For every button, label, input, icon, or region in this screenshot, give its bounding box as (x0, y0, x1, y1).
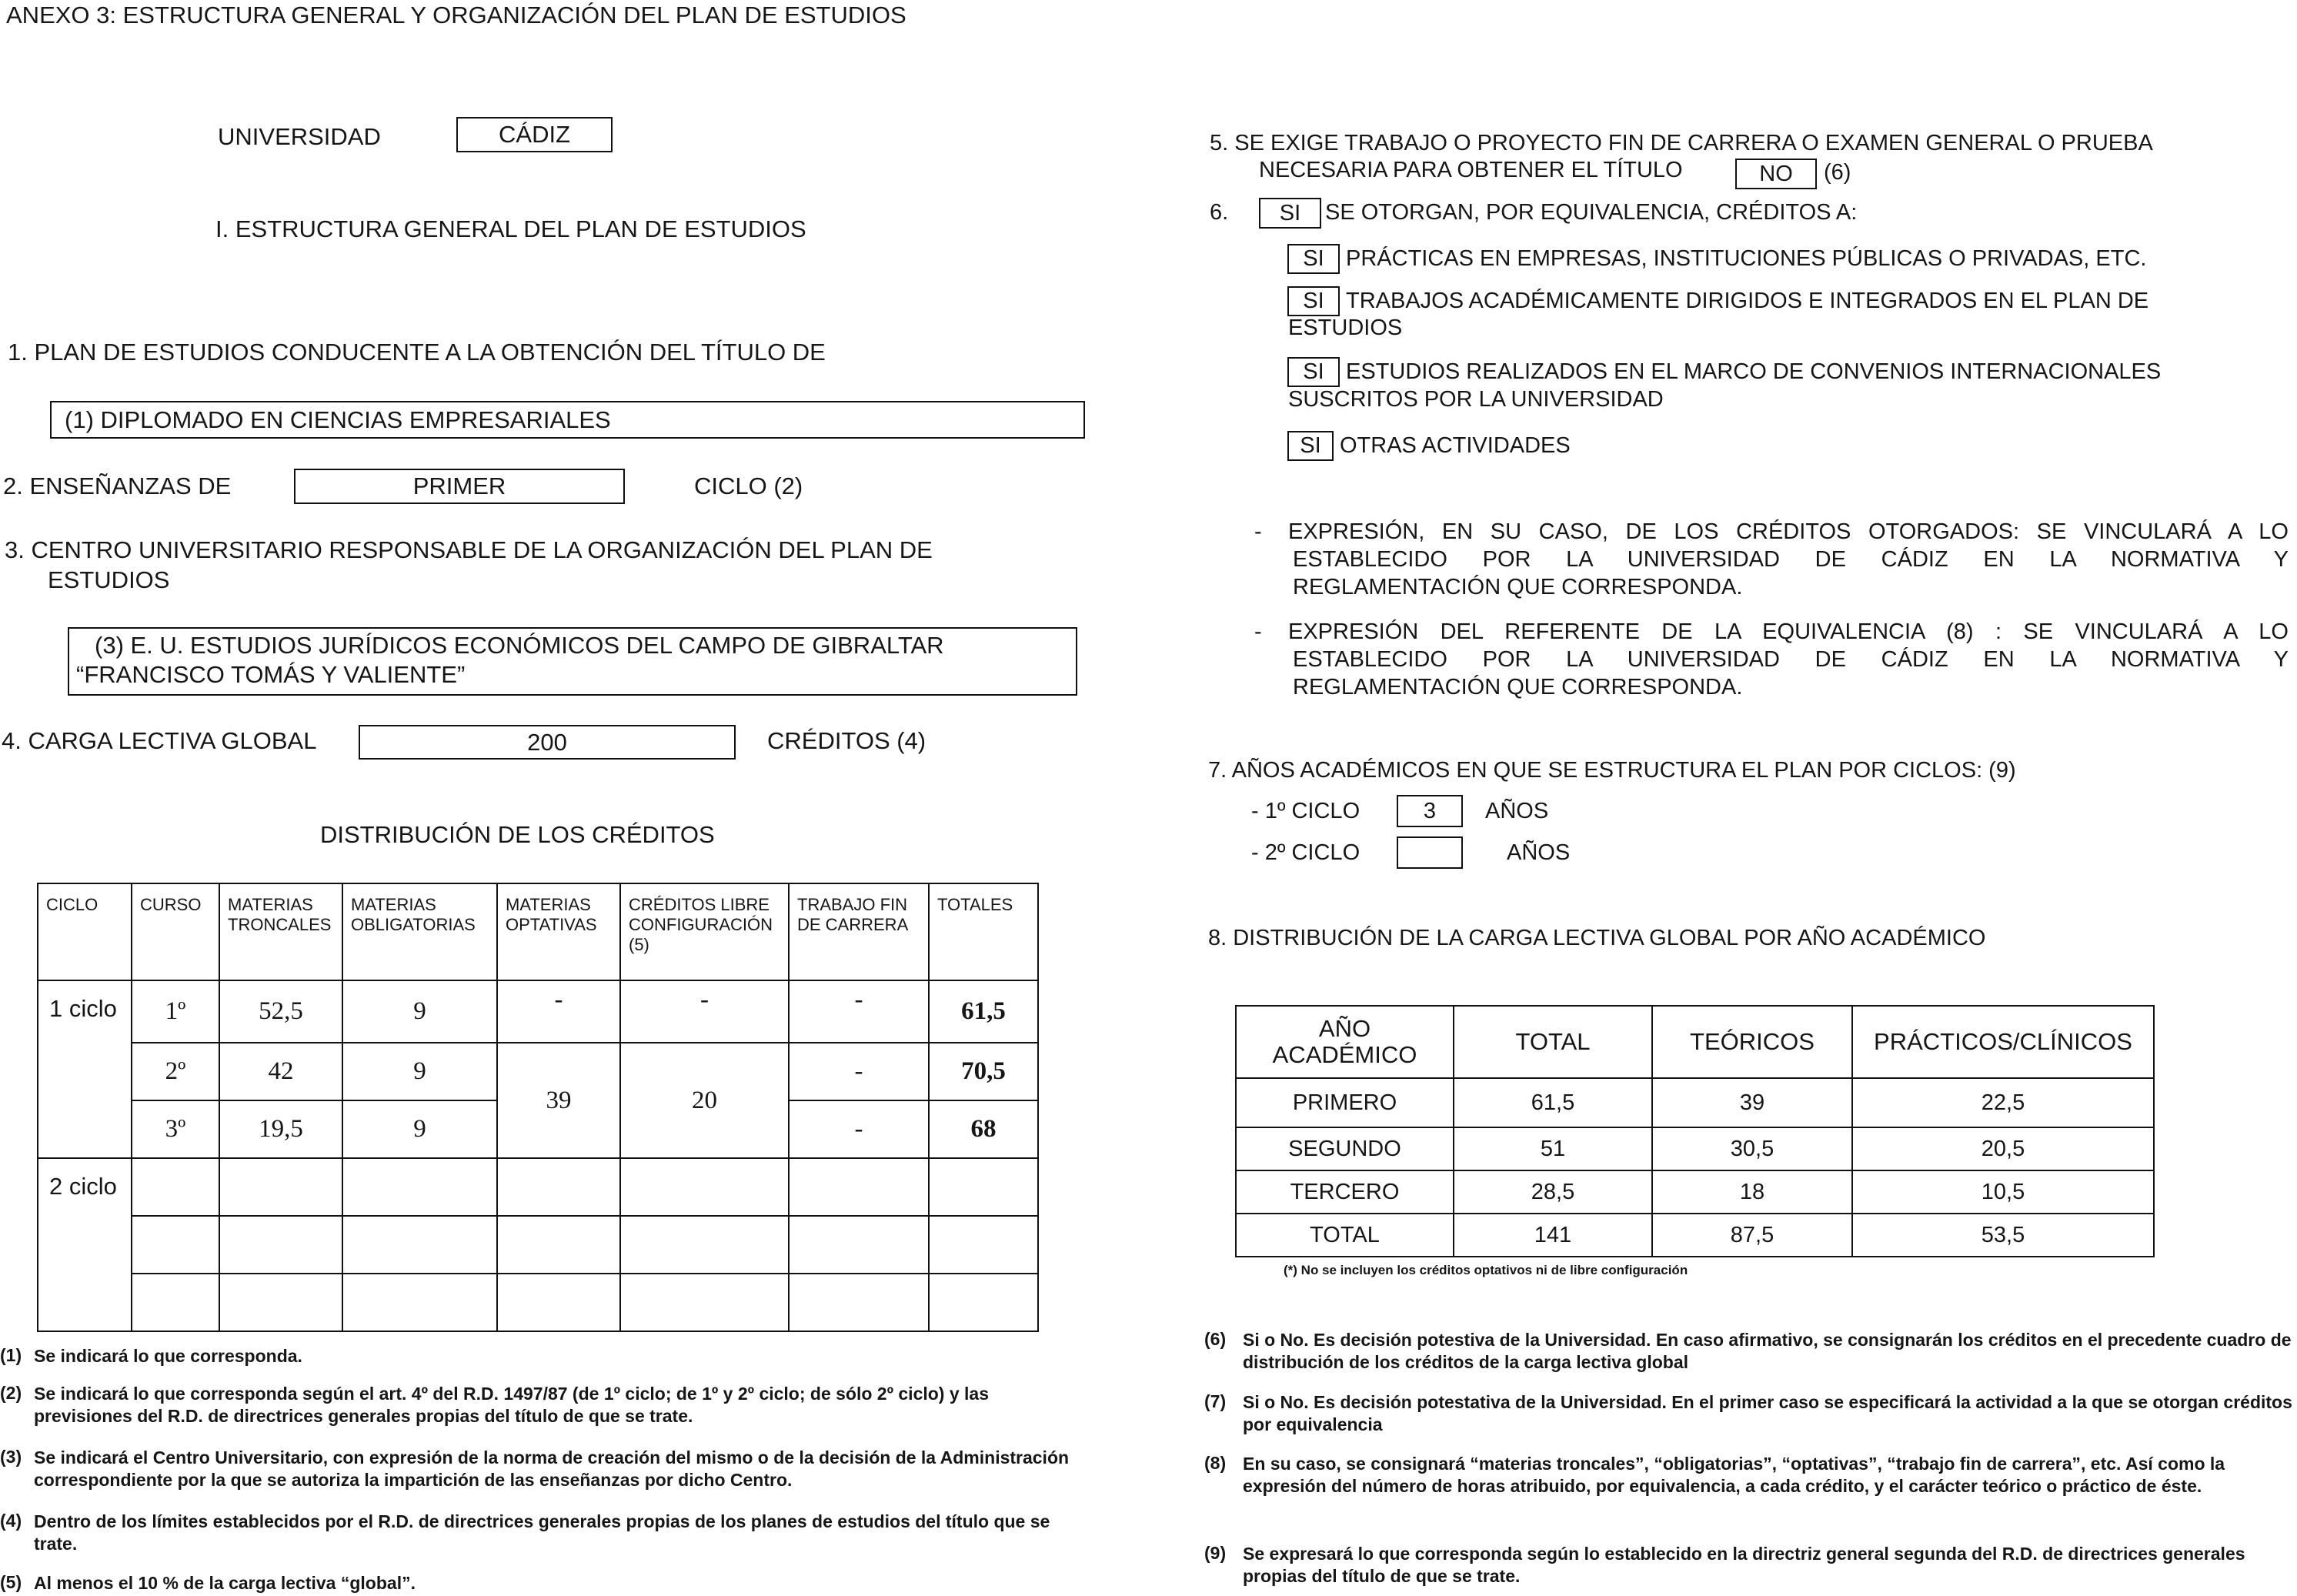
expression-1-line1: EXPRESIÓN, EN SU CASO, DE LOS CRÉDITOS OTORGADOS: SE VINCULARÁ A LO (1288, 519, 2289, 544)
item5-line1: 5. SE EXIGE TRABAJO O PROYECTO FIN DE CARRERA O EXAMEN GENERAL O PRUEBA (1210, 131, 2153, 155)
theory-cell: 39 (1652, 1078, 1852, 1127)
free-credits-merged-cell: 20 (620, 1043, 789, 1158)
empty-cell (497, 1216, 620, 1274)
header-cell: TRABAJO FIN DE CARRERA (789, 883, 929, 980)
footnote-3-num: (3) (0, 1447, 22, 1467)
mandatory-cell: 9 (342, 1043, 497, 1100)
cycle1-years-unit: AÑOS (1485, 799, 1549, 823)
global-load-field: 200 (359, 725, 736, 760)
university-label: UNIVERSIDAD (218, 123, 381, 150)
empty-cell (929, 1274, 1038, 1331)
practice-cell: 53,5 (1852, 1214, 2154, 1257)
footnote-9: Se expresará lo que corresponda según lo establecido en la directriz general segunda del R.D. de directrices generales propias del título de que se trate. (1243, 1544, 2245, 1586)
total-cell: 70,5 (929, 1043, 1038, 1100)
option-works-field: SI (1287, 286, 1340, 316)
course-cell: 2º (132, 1043, 219, 1100)
header-cell: TOTAL (1454, 1006, 1652, 1078)
final-project-required-field: NO (1735, 159, 1817, 189)
item2-suffix: CICLO (2) (694, 472, 803, 499)
footnote-3: Se indicará el Centro Universitario, con expresión de la norma de creación del mismo o de la decisión de la Administración correspondiente por la que se autoriza la impartición de las enseñanzas por dicho Centro. (34, 1447, 1070, 1490)
footnote-7-num: (7) (1204, 1391, 1227, 1411)
expression-1-line2: ESTABLECIDO POR LA UNIVERSIDAD DE CÁDIZ EN LA NORMATIVA Y (1293, 547, 2289, 572)
equivalence-field: SI (1259, 198, 1321, 229)
core-cell: 52,5 (219, 980, 342, 1043)
practice-cell: 20,5 (1852, 1127, 2154, 1170)
annex-title: ANEXO 3: ESTRUCTURA GENERAL Y ORGANIZACIÓN DEL PLAN DE ESTUDIOS (6, 2, 906, 28)
item6-num: 6. (1210, 200, 1229, 225)
footnote-5-num: (5) (0, 1572, 22, 1592)
item4-label: 4. CARGA LECTIVA GLOBAL (2, 727, 317, 754)
course-cell: 3º (132, 1100, 219, 1158)
option-practices-field: SI (1287, 244, 1340, 274)
center-field-line2: “FRANCISCO TOMÁS Y VALIENTE” (76, 661, 466, 688)
total-cell: 51 (1454, 1127, 1652, 1170)
mandatory-cell: 9 (342, 980, 497, 1043)
header-cell: MATERIAS OPTATIVAS (497, 883, 620, 980)
item1-text: 1. PLAN DE ESTUDIOS CONDUCENTE A LA OBTENCIÓN DEL TÍTULO DE (8, 339, 826, 366)
table-row (1236, 1127, 2154, 1170)
footnote-2-num: (2) (0, 1383, 22, 1403)
footnote-8: En su caso, se consignará “materias troncales”, “obligatorias”, “optativas”, “trabajo fin de carrera”, etc. Así como la expresión del número de horas atribuido, por equivalencia, a cada crédito, y el carácter teórico o práctico de éste. (1243, 1454, 2225, 1496)
total-cell: 68 (929, 1100, 1038, 1158)
core-cell: 42 (219, 1043, 342, 1100)
table-header-row (38, 883, 1038, 980)
practice-cell: 22,5 (1852, 1078, 2154, 1127)
expression-1-line3: REGLAMENTACIÓN QUE CORRESPONDA. (1293, 575, 1743, 599)
empty-cell (929, 1216, 1038, 1274)
year-cell: PRIMERO (1236, 1078, 1454, 1127)
header-cell: CURSO (132, 883, 219, 980)
total-cell: 61,5 (929, 980, 1038, 1043)
final-project-cell: - (789, 1043, 929, 1100)
table-row (38, 980, 1038, 1043)
theory-cell: 87,5 (1652, 1214, 1852, 1257)
core-cell: 19,5 (219, 1100, 342, 1158)
empty-cell (342, 1216, 497, 1274)
item7-text: 7. AÑOS ACADÉMICOS EN QUE SE ESTRUCTURA EL PLAN POR CICLOS: (9) (1208, 758, 2016, 783)
table-row (1236, 1170, 2154, 1214)
header-cell: TOTALES (929, 883, 1038, 980)
year-cell: SEGUNDO (1236, 1127, 1454, 1170)
dash-bullet: - (1254, 519, 1262, 544)
empty-cell (132, 1274, 219, 1331)
optional-merged-cell: 39 (497, 1043, 620, 1158)
expression-2-line1: EXPRESIÓN DEL REFERENTE DE LA EQUIVALENCIA (8) : SE VINCULARÁ A LO (1288, 619, 2289, 644)
header-cell: MATERIAS TRONCALES (219, 883, 342, 980)
table-header-row (1236, 1006, 2154, 1078)
center-field (68, 627, 1077, 696)
section-title: I. ESTRUCTURA GENERAL DEL PLAN DE ESTUDIOS (215, 215, 806, 242)
practice-cell: 10,5 (1852, 1170, 2154, 1214)
footnote-4: Dentro de los límites establecidos por el R.D. de directrices generales propias de los planes de estudios del título que se trate. (34, 1511, 1050, 1554)
empty-cell (132, 1216, 219, 1274)
empty-cell (620, 1158, 789, 1216)
course-cell: 1º (132, 980, 219, 1043)
total-cell: 28,5 (1454, 1170, 1652, 1214)
table-row (1236, 1078, 2154, 1127)
footnote-7: Si o No. Es decisión potestativa de la Universidad. En el primer caso se especificará la actividad a la que se otorgan créditos por equivalencia (1243, 1392, 2292, 1434)
option-studies-line1: ESTUDIOS REALIZADOS EN EL MARCO DE CONVENIOS INTERNACIONALES (1346, 359, 2162, 384)
year-cell: TOTAL (1236, 1214, 1454, 1257)
university-field: CÁDIZ (456, 117, 613, 152)
expression-2-line2: ESTABLECIDO POR LA UNIVERSIDAD DE CÁDIZ EN LA NORMATIVA Y (1293, 647, 2289, 672)
cycle-field: PRIMER (294, 469, 625, 504)
option-practices-text: PRÁCTICAS EN EMPRESAS, INSTITUCIONES PÚBLICAS O PRIVADAS, ETC. (1346, 246, 2147, 271)
header-cell: TEÓRICOS (1652, 1006, 1852, 1078)
item5-line2: NECESARIA PARA OBTENER EL TÍTULO (1259, 158, 1683, 182)
empty-cell (219, 1274, 342, 1331)
footnote-1-num: (1) (0, 1345, 22, 1365)
total-cell: 61,5 (1454, 1078, 1652, 1127)
option-other-field: SI (1287, 431, 1334, 461)
option-works-line1: TRABAJOS ACADÉMICAMENTE DIRIGIDOS E INTEGRADOS EN EL PLAN DE (1346, 289, 2149, 313)
cycle2-years-unit: AÑOS (1507, 840, 1571, 865)
degree-title-field: (1) DIPLOMADO EN CIENCIAS EMPRESARIALES (50, 401, 1085, 439)
option-studies-line2: SUSCRITOS POR LA UNIVERSIDAD (1288, 387, 1664, 412)
item8-text: 8. DISTRIBUCIÓN DE LA CARGA LECTIVA GLOBAL POR AÑO ACADÉMICO (1208, 926, 1986, 950)
empty-cell (620, 1216, 789, 1274)
item2-label: 2. ENSEÑANZAS DE (3, 472, 232, 499)
header-cell: CRÉDITOS LIBRE CONFIGURACIÓN (5) (620, 883, 789, 980)
header-cell: CICLO (38, 883, 132, 980)
header-cell: MATERIAS OBLIGATORIAS (342, 883, 497, 980)
cycle-cell: 1 ciclo (38, 980, 132, 1158)
item5-suffix: (6) (1824, 160, 1851, 185)
footnote-5: Al menos el 10 % de la carga lectiva “global”. (34, 1573, 416, 1593)
item4-suffix: CRÉDITOS (4) (767, 727, 926, 754)
final-project-cell: - (789, 1100, 929, 1158)
footnote-8-num: (8) (1204, 1453, 1227, 1473)
cycle2-years-field (1397, 836, 1463, 869)
table-row (38, 1216, 1038, 1274)
cycle2-years-label: - 2º CICLO (1251, 840, 1361, 865)
credit-distribution-table (37, 883, 1039, 1332)
free-credits-cell: - (620, 980, 789, 1043)
item3-line1: 3. CENTRO UNIVERSITARIO RESPONSABLE DE LA ORGANIZACIÓN DEL PLAN DE (5, 536, 933, 563)
mandatory-cell: 9 (342, 1100, 497, 1158)
footnote-1: Se indicará lo que corresponda. (34, 1346, 302, 1366)
footnote-9-num: (9) (1204, 1543, 1227, 1563)
center-field-line1: (3) E. U. ESTUDIOS JURÍDICOS ECONÓMICOS DEL CAMPO DE GIBRALTAR (95, 632, 944, 659)
option-works-line2: ESTUDIOS (1288, 316, 1403, 340)
optional-cell: - (497, 980, 620, 1043)
empty-cell (342, 1274, 497, 1331)
annual-load-table (1235, 1005, 2155, 1257)
empty-cell (219, 1158, 342, 1216)
total-cell: 141 (1454, 1214, 1652, 1257)
table-row (1236, 1214, 2154, 1257)
header-cell: PRÁCTICOS/CLÍNICOS (1852, 1006, 2154, 1078)
item3-line2: ESTUDIOS (48, 566, 170, 593)
item6-text: SE OTORGAN, POR EQUIVALENCIA, CRÉDITOS A: (1325, 200, 1858, 225)
header-cell: AÑO ACADÉMICO (1236, 1006, 1454, 1078)
table-row (38, 1043, 1038, 1100)
dash-bullet: - (1254, 619, 1262, 644)
footnote-6-num: (6) (1204, 1329, 1227, 1349)
empty-cell (342, 1158, 497, 1216)
footnote-2: Se indicará lo que corresponda según el art. 4º del R.D. 1497/87 (de 1º ciclo; de 1º y 2º ciclo; de sólo 2º ciclo) y las previsiones del R.D. de directrices generales propias del título de que se trate. (34, 1384, 990, 1426)
cycle1-years-label: - 1º CICLO (1251, 799, 1361, 823)
empty-cell (497, 1274, 620, 1331)
footnote-6: Si o No. Es decisión potestiva de la Universidad. En caso afirmativo, se consignarán los créditos en el precedente cuadro de distribución de los créditos de la carga lectiva global (1243, 1330, 2292, 1372)
expression-2-line3: REGLAMENTACIÓN QUE CORRESPONDA. (1293, 675, 1743, 700)
option-other-text: OTRAS ACTIVIDADES (1340, 433, 1571, 458)
empty-cell (789, 1216, 929, 1274)
cycle1-years-field: 3 (1397, 795, 1463, 827)
cycle-cell: 2 ciclo (38, 1158, 132, 1331)
footnote-4-num: (4) (0, 1511, 22, 1531)
empty-cell (620, 1274, 789, 1331)
final-project-cell: - (789, 980, 929, 1043)
empty-cell (219, 1216, 342, 1274)
theory-cell: 18 (1652, 1170, 1852, 1214)
empty-cell (929, 1158, 1038, 1216)
empty-cell (789, 1158, 929, 1216)
empty-cell (132, 1158, 219, 1216)
table-note: (*) No se incluyen los créditos optativos ni de libre configuración (1284, 1263, 1688, 1277)
year-cell: TERCERO (1236, 1170, 1454, 1214)
empty-cell (497, 1158, 620, 1216)
empty-cell (789, 1274, 929, 1331)
theory-cell: 30,5 (1652, 1127, 1852, 1170)
table-row (38, 1158, 1038, 1216)
distribution-title: DISTRIBUCIÓN DE LOS CRÉDITOS (320, 821, 715, 848)
table-row (38, 1274, 1038, 1331)
option-studies-field: SI (1287, 357, 1340, 387)
